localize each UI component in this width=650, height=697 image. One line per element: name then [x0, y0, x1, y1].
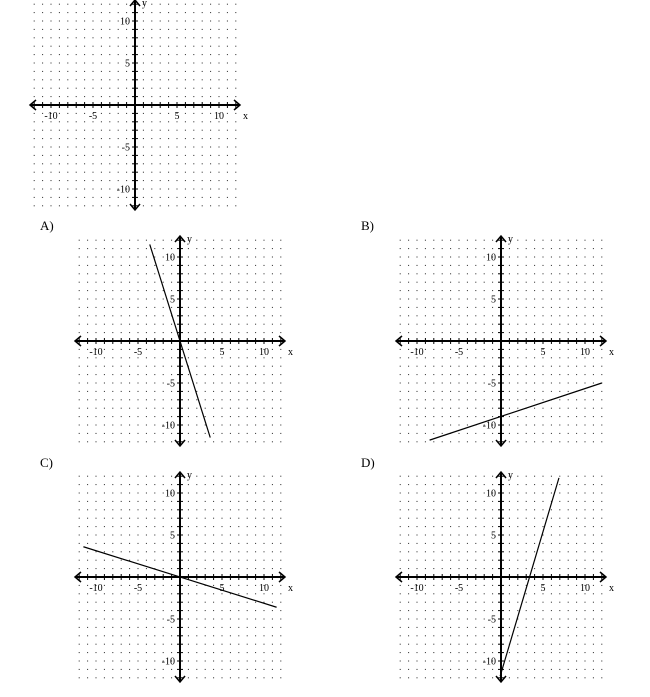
y-tick-label: -5 — [166, 378, 175, 390]
y-axis-label: y — [142, 0, 147, 9]
x-tick-label: 10 — [580, 347, 590, 358]
option-a-graph[interactable] — [45, 236, 305, 461]
x-axis-label: x — [609, 347, 614, 358]
y-axis-label: y — [508, 470, 513, 481]
option-c-graph[interactable] — [45, 472, 305, 697]
x-tick-label: 10 — [214, 111, 224, 122]
y-tick-label: -10 — [161, 656, 175, 668]
y-tick-label: 10 — [486, 252, 496, 264]
y-tick-label: -5 — [487, 378, 496, 390]
y-tick-label: -5 — [487, 614, 496, 626]
y-tick-label: -10 — [482, 420, 496, 432]
option-label-b: B) — [361, 218, 374, 233]
x-tick-label: 10 — [580, 583, 590, 594]
y-tick-label: 5 — [170, 530, 175, 542]
y-tick-label: -5 — [166, 614, 175, 626]
y-tick-label: 10 — [120, 16, 130, 28]
y-tick-label: -10 — [482, 656, 496, 668]
x-tick-label: 5 — [219, 583, 225, 594]
x-tick-label: -10 — [410, 347, 424, 358]
y-tick-label: 10 — [486, 488, 496, 500]
x-axis-label: x — [288, 347, 293, 358]
x-tick-label: -5 — [88, 111, 98, 122]
graph-line — [430, 383, 602, 440]
option-label-d: D) — [361, 455, 375, 470]
x-tick-label: -10 — [89, 347, 103, 358]
y-axis-label: y — [187, 234, 192, 245]
question-graph — [0, 0, 260, 225]
y-tick-label: -10 — [116, 184, 130, 196]
y-tick-label: 5 — [491, 294, 496, 306]
y-tick-label: 5 — [170, 294, 175, 306]
option-d-graph[interactable] — [366, 472, 626, 697]
x-tick-label: -10 — [44, 111, 58, 122]
x-tick-label: 10 — [259, 583, 269, 594]
option-label-c: C) — [40, 455, 53, 470]
x-tick-label: 10 — [259, 347, 269, 358]
y-tick-label: 5 — [125, 58, 130, 70]
y-axis-label: y — [187, 470, 192, 481]
x-tick-label: 5 — [540, 347, 546, 358]
y-tick-label: -5 — [121, 142, 130, 154]
x-axis-label: x — [609, 583, 614, 594]
option-label-a: A) — [40, 218, 54, 233]
x-tick-label: -5 — [133, 347, 143, 358]
x-axis-label: x — [288, 583, 293, 594]
y-tick-label: 5 — [491, 530, 496, 542]
x-tick-label: -5 — [454, 347, 464, 358]
y-tick-label: -10 — [161, 420, 175, 432]
y-tick-label: 10 — [165, 252, 175, 264]
x-axis-label: x — [243, 111, 248, 122]
x-tick-label: -10 — [89, 583, 103, 594]
x-tick-label: -5 — [133, 583, 143, 594]
x-tick-label: 5 — [174, 111, 180, 122]
x-tick-label: -10 — [410, 583, 424, 594]
option-b-graph[interactable] — [366, 236, 626, 461]
x-tick-label: -5 — [454, 583, 464, 594]
x-tick-label: 5 — [219, 347, 225, 358]
y-axis-label: y — [508, 234, 513, 245]
x-tick-label: 5 — [540, 583, 546, 594]
y-tick-label: 10 — [165, 488, 175, 500]
